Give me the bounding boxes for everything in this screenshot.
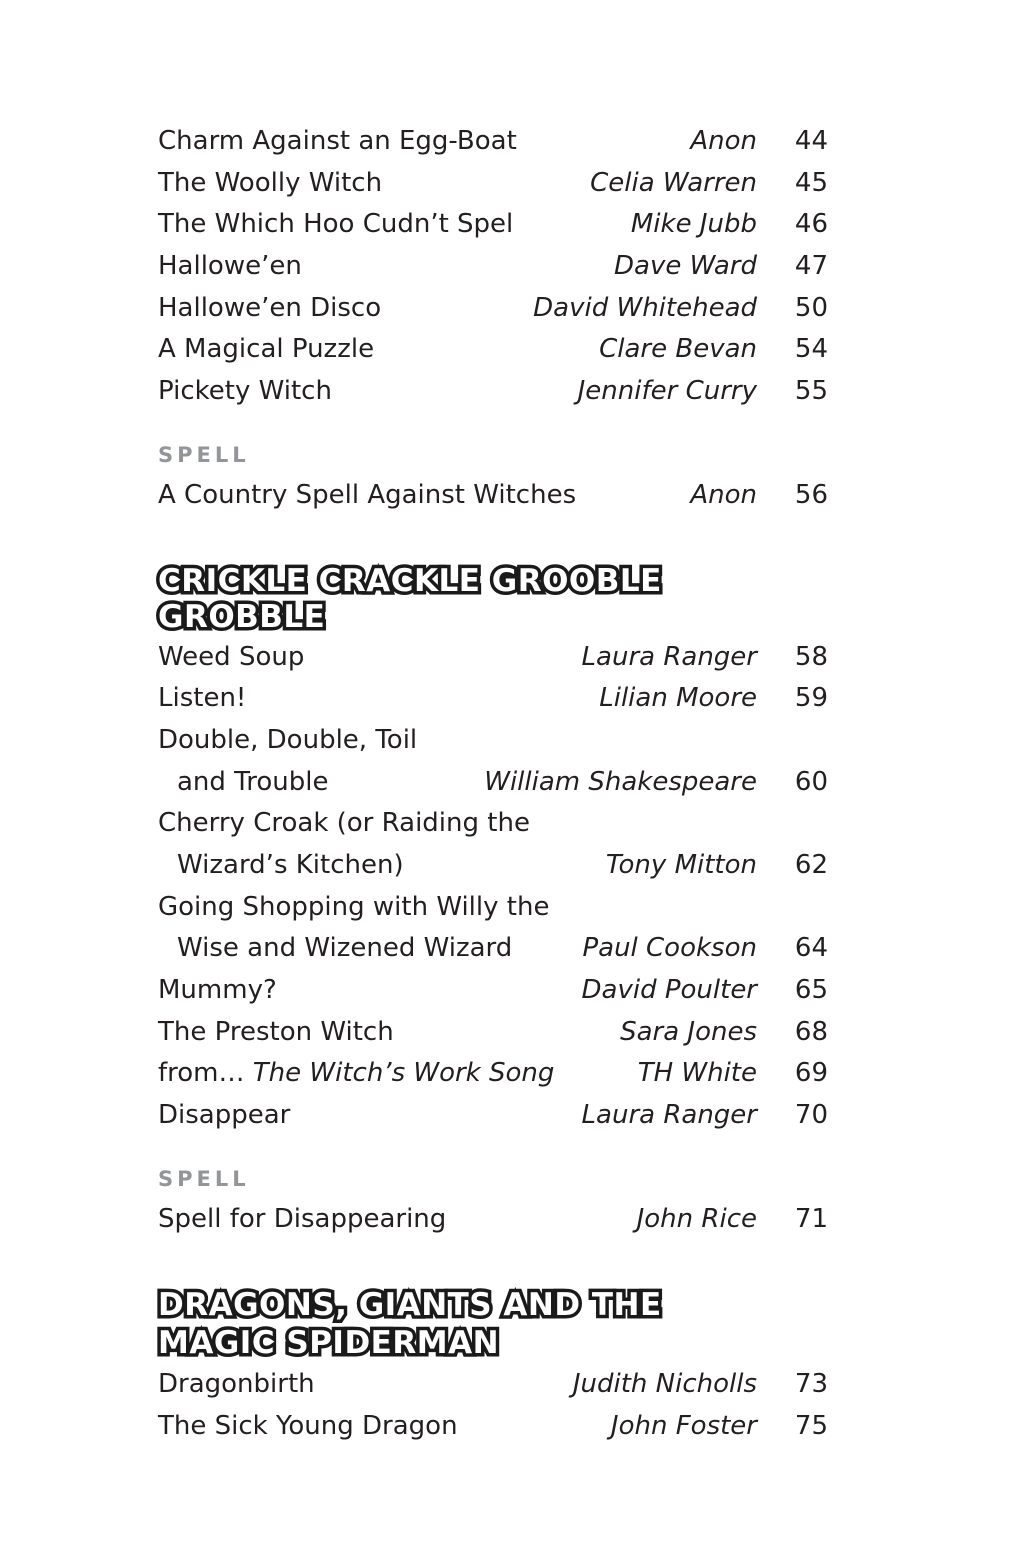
poem-title-continuation: Wise and Wizened Wizard xyxy=(177,933,513,964)
poem-title: Dragonbirth xyxy=(158,1369,315,1400)
spell-label: SPELL xyxy=(158,1166,250,1191)
toc-entry xyxy=(158,329,828,371)
poem-author: Laura Ranger xyxy=(581,1100,757,1131)
poem-title: Listen! xyxy=(158,683,247,714)
poem-author: Laura Ranger xyxy=(581,641,757,672)
poem-author: John Foster xyxy=(610,1411,757,1442)
poem-title-continuation: Wizard’s Kitchen) xyxy=(177,849,404,880)
poem-author: William Shakespeare xyxy=(484,766,757,797)
toc-entry xyxy=(158,1406,828,1448)
poem-author: John Rice xyxy=(636,1203,757,1234)
poem-title-prefix: from… xyxy=(158,1058,253,1089)
poem-title: Going Shopping with Willy the xyxy=(158,891,550,922)
spacer xyxy=(158,517,828,561)
spacer xyxy=(158,1240,828,1284)
toc-entry-continuation xyxy=(158,928,828,970)
poem-author: Paul Cookson xyxy=(582,933,757,964)
page-number: 73 xyxy=(794,1369,828,1400)
toc-entry xyxy=(158,121,828,163)
poem-author: Dave Ward xyxy=(613,251,757,282)
poem-title: The Sick Young Dragon xyxy=(158,1411,458,1442)
toc-entry xyxy=(158,887,828,929)
page-number: 46 xyxy=(794,209,828,240)
page-number: 44 xyxy=(794,126,828,156)
toc-entry xyxy=(158,1012,828,1054)
poem-author: Clare Bevan xyxy=(599,334,757,365)
page-number: 59 xyxy=(794,683,828,714)
poem-title xyxy=(158,1053,554,1095)
toc-entry xyxy=(158,1364,828,1406)
page-number: 69 xyxy=(794,1058,828,1089)
poem-title: Disappear xyxy=(158,1100,291,1131)
toc-entry xyxy=(158,720,828,762)
poem-author: David Poulter xyxy=(581,975,757,1005)
page-number: 75 xyxy=(794,1411,828,1442)
page-number: 64 xyxy=(794,933,828,964)
page-number: 62 xyxy=(794,849,828,880)
poem-author: TH White xyxy=(637,1058,757,1089)
page-number: 45 xyxy=(794,167,828,198)
toc-entry xyxy=(158,1095,828,1137)
toc-entry xyxy=(158,204,828,246)
toc-entry xyxy=(158,163,828,205)
page-number: 58 xyxy=(794,641,828,672)
page-number: 60 xyxy=(794,766,828,797)
toc-entry xyxy=(158,1053,828,1095)
poem-author: Mike Jubb xyxy=(630,209,757,240)
spacer xyxy=(158,413,828,435)
poem-author: Jennifer Curry xyxy=(577,376,757,407)
page-number: 47 xyxy=(794,251,828,282)
poem-title: A Magical Puzzle xyxy=(158,334,375,365)
page-number: 65 xyxy=(794,975,828,1005)
toc-entry-spell xyxy=(158,1199,828,1241)
poem-title: The Which Hoo Cudn’t Spel xyxy=(158,209,514,240)
toc-entry-continuation xyxy=(158,845,828,887)
toc-entry xyxy=(158,803,828,845)
page-number: 71 xyxy=(794,1203,828,1234)
poem-author: Judith Nicholls xyxy=(572,1369,757,1400)
section-heading: DRAGONS, GIANTS AND THE MAGIC SPIDERMAN xyxy=(158,1287,662,1362)
page-number: 56 xyxy=(794,479,828,510)
poem-title: Hallowe’en xyxy=(158,251,302,282)
page-number: 70 xyxy=(794,1100,828,1131)
poem-author: Anon xyxy=(690,479,757,510)
toc-entry xyxy=(158,246,828,288)
poem-title: Hallowe’en Disco xyxy=(158,292,382,323)
poem-author: Sara Jones xyxy=(620,1016,757,1047)
poem-title-continuation: and Trouble xyxy=(177,766,329,797)
poem-title: Pickety Witch xyxy=(158,376,332,407)
toc-entry xyxy=(158,371,828,413)
poem-author: Lilian Moore xyxy=(599,683,757,714)
poem-author: David Whitehead xyxy=(533,292,757,323)
poem-title: Charm Against an Egg-Boat xyxy=(158,126,517,156)
poem-title: Mummy? xyxy=(158,975,277,1005)
poem-title: Weed Soup xyxy=(158,641,305,672)
spacer xyxy=(158,1137,828,1159)
toc-entry-continuation xyxy=(158,762,828,804)
poem-title: Spell for Disappearing xyxy=(158,1203,447,1234)
toc-entry xyxy=(158,288,828,330)
toc-entry xyxy=(158,678,828,720)
table-of-contents xyxy=(158,121,828,1448)
poem-title: The Preston Witch xyxy=(158,1016,394,1047)
poem-title: Double, Double, Toil xyxy=(158,724,418,755)
toc-entry xyxy=(158,970,828,1012)
poem-title-italic: The Witch’s Work Song xyxy=(252,1058,555,1089)
poem-title: Cherry Croak (or Raiding the xyxy=(158,808,530,839)
poem-title: The Woolly Witch xyxy=(158,167,383,198)
page-number: 50 xyxy=(794,292,828,323)
toc-entry-spell xyxy=(158,475,828,517)
spell-label: SPELL xyxy=(158,442,250,467)
page-number: 54 xyxy=(794,334,828,365)
page-number: 68 xyxy=(794,1016,828,1047)
toc-entry xyxy=(158,637,828,679)
poem-author: Anon xyxy=(690,126,757,156)
poem-title: A Country Spell Against Witches xyxy=(158,479,577,510)
section-heading: CRICKLE CRACKLE GROOBLE GROBBLE xyxy=(158,562,662,635)
poem-author: Celia Warren xyxy=(590,167,757,198)
poem-author: Tony Mitton xyxy=(605,849,757,880)
page-number: 55 xyxy=(794,376,828,407)
